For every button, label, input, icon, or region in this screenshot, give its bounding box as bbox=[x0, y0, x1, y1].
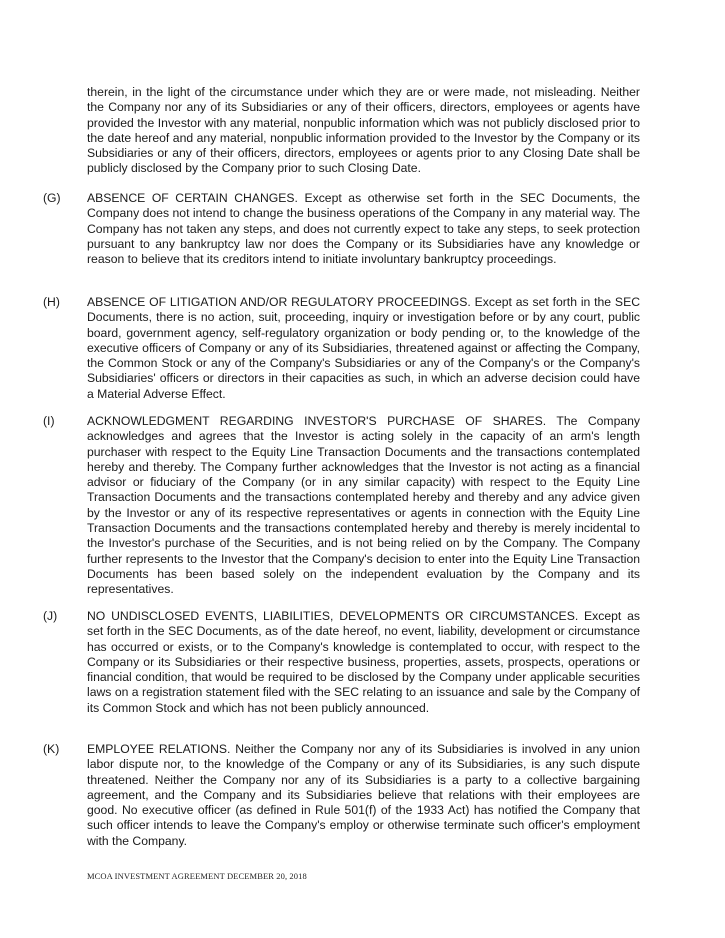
section-label-g: (G) bbox=[43, 191, 61, 205]
continuation-paragraph: therein, in the light of the circumstance under which they are or were made, not misleading. Neither the Company nor any of its Subsidiaries or any of their officers, directors, employees or agents have provided the Investor with any material, nonpublic information which was not publicly disclosed prior to the date hereof and any material, nonpublic information provided to the Investor by the Company or its Subsidiaries or any of their officers, directors, employees or agents prior to any Closing Date shall be publicly disclosed by the Company prior to such Closing Date. bbox=[87, 85, 640, 176]
section-label-h: (H) bbox=[43, 295, 60, 309]
section-text-g: ABSENCE OF CERTAIN CHANGES. Except as otherwise set forth in the SEC Documents, the Company does not intend to change the business operations of the Company in any material way. The Company has not taken any steps, and does not currently expect to take any steps, to seek protection pursuant to any bankruptcy law nor does the Company or its Subsidiaries have any knowledge or reason to believe that its creditors intend to initiate involuntary bankruptcy proceedings. bbox=[87, 191, 640, 267]
section-label-i: (I) bbox=[43, 414, 55, 428]
section-text-i: ACKNOWLEDGMENT REGARDING INVESTOR'S PURCHASE OF SHARES. The Company acknowledges and agrees that the Investor is acting solely in the capacity of an arm's length purchaser with respect to the Equity Line Transaction Documents and the transactions contemplated hereby and thereby. The Company further acknowledges that the Investor is not acting as a financial advisor or fiduciary of the Company (or in any similar capacity) with respect to the Equity Line Transaction Documents and the transactions contemplated hereby and thereby and any advice given by the Investor or any of its respective representatives or agents in connection with the Equity Line Transaction Documents and the transactions contemplated hereby and thereby is merely incidental to the Investor's purchase of the Securities, and is not being relied on by the Company. The Company further represents to the Investor that the Company's decision to enter into the Equity Line Transaction Documents has been based solely on the independent evaluation by the Company and its representatives. bbox=[87, 414, 640, 597]
section-text-k: EMPLOYEE RELATIONS. Neither the Company nor any of its Subsidiaries is involved in any union labor dispute nor, to the knowledge of the Company or any of its Subsidiaries, is any such dispute threatened. Neither the Company nor any of its Subsidiaries is a party to a collective bargaining agreement, and the Company and its Subsidiaries believe that relations with their employees are good. No executive officer (as defined in Rule 501(f) of the 1933 Act) has notified the Company that such officer intends to leave the Company's employ or otherwise terminate such officer's employment with the Company. bbox=[87, 742, 640, 848]
section-text-h: ABSENCE OF LITIGATION AND/OR REGULATORY PROCEEDINGS. Except as set forth in the SEC Documents, there is no action, suit, proceeding, inquiry or investigation before or by any court, public board, government agency, self-regulatory organization or body pending or, to the knowledge of the executive officers of Company or any of its Subsidiaries, threatened against or affecting the Company, the Common Stock or any of the Company's Subsidiaries or any of the Company's or the Company's Subsidiaries' officers or directors in their capacities as such, in which an adverse decision could have a Material Adverse Effect. bbox=[87, 295, 640, 401]
section-text-j: NO UNDISCLOSED EVENTS, LIABILITIES, DEVELOPMENTS OR CIRCUMSTANCES. Except as set forth in the SEC Documents, as of the date hereof, no event, liability, development or circumstance has occurred or exists, or to the Company's knowledge is contemplated to occur, with respect to the Company or its Subsidiaries or their respective business, properties, assets, prospects, operations or financial condition, that would be required to be disclosed by the Company under applicable securities laws on a registration statement filed with the SEC relating to an issuance and sale by the Company of its Common Stock and which has not been publicly announced. bbox=[87, 609, 640, 715]
section-label-j: (J) bbox=[43, 609, 58, 623]
section-label-k: (K) bbox=[43, 742, 60, 756]
page-footer: MCOA INVESTMENT AGREEMENT DECEMBER 20, 2018 bbox=[87, 871, 307, 881]
